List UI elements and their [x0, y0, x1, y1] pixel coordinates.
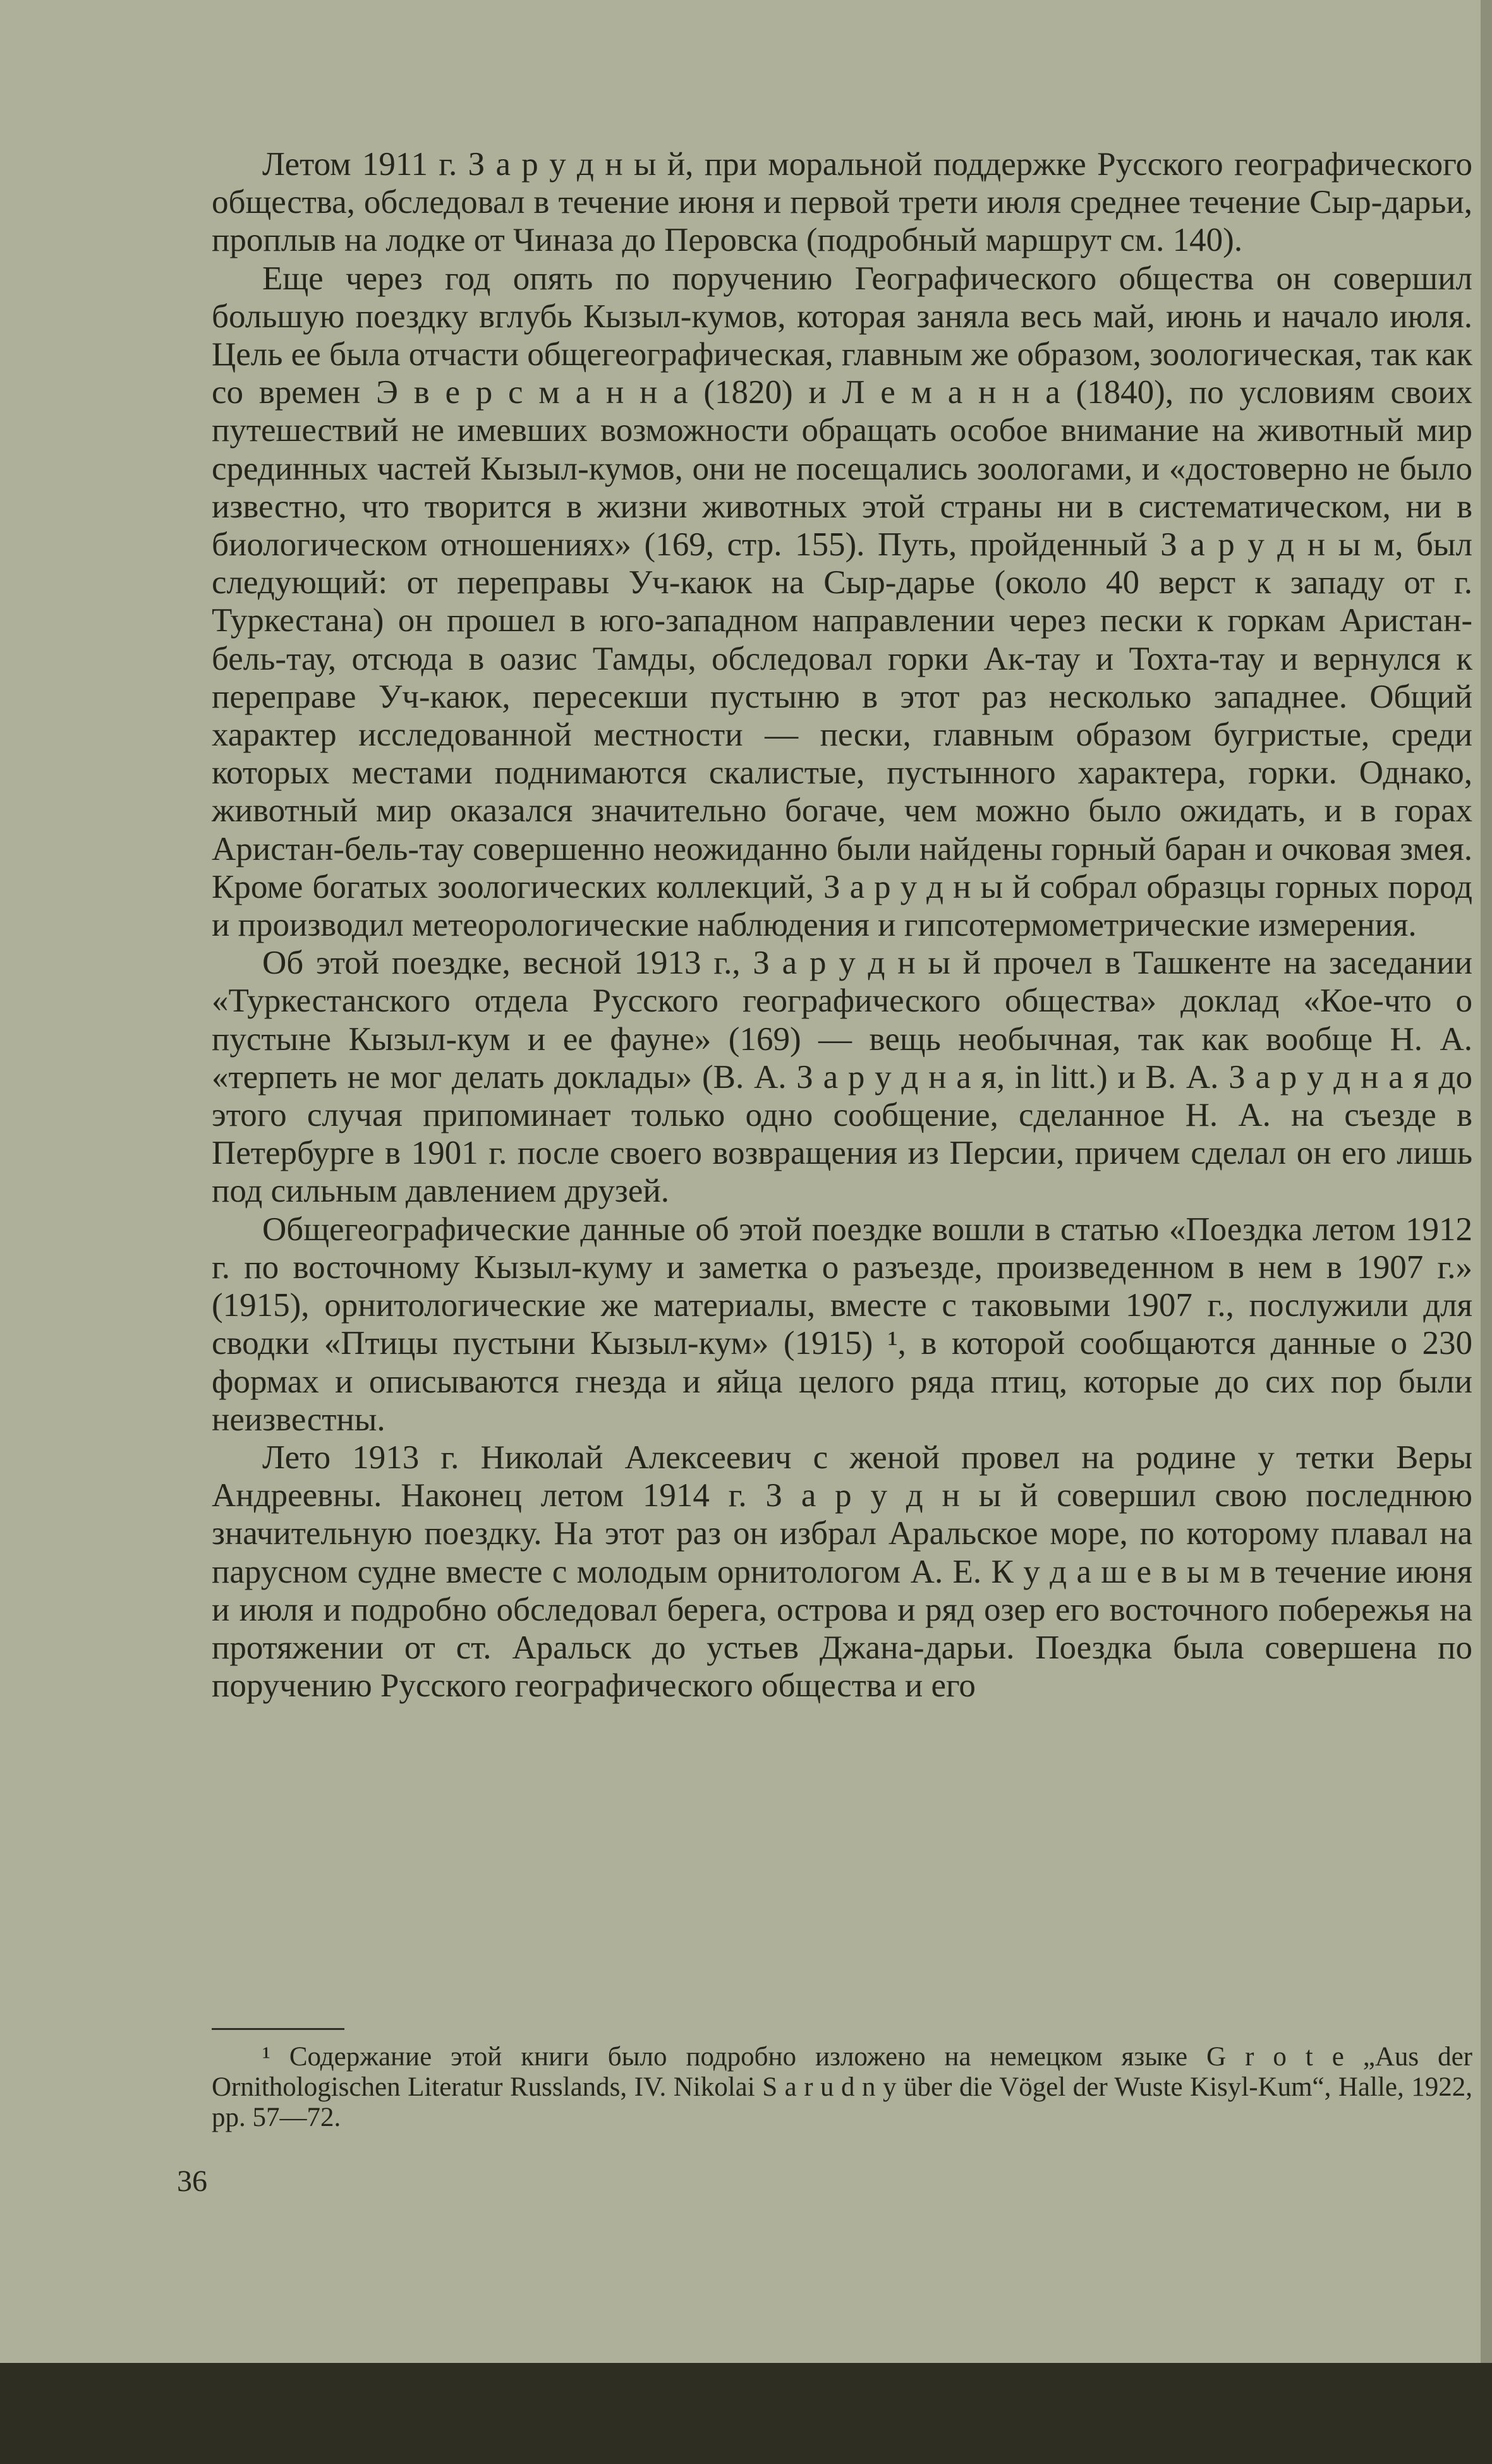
- footnote-divider: [212, 2028, 344, 2030]
- footnote: ¹ Содержание этой книги было подробно изложено на немецком языке G r o t e „Aus der Ornithologischen Literatur Russlands, IV. Nikolai S a r u d n y über die Vögel der Wuste Kisyl-Kum“, Halle, 1922, pp. 57—72.: [212, 2042, 1472, 2132]
- paragraph: Об этой поездке, весной 1913 г., З а р у д н ы й прочел в Ташкенте на заседании «Туркестанского отдела Русского географического общества» доклад «Кое-что о пустыне Кызыл-кум и ее фауне» (169) — вещь необычная, так как вообще Н. А. «терпеть не мог делать доклады» (В. А. З а р у д н а я, in litt.) и В. А. З а р у д н а я до этого случая припоминает только одно сообщение, сделанное Н. А. на съезде в Петербурге в 1901 г. после своего возвращения из Персии, причем сделал он его лишь под сильным давлением друзей.: [212, 945, 1472, 1210]
- main-text: [212, 145, 1472, 1705]
- paragraph: Летом 1911 г. З а р у д н ы й, при моральной поддержке Русского географического общества, обследовал в течение июня и первой трети июля среднее течение Сыр-дарьи, проплыв на лодке от Чиназа до Перовска (подробный маршрут см. 140).: [212, 146, 1472, 259]
- page-number: 36: [177, 2165, 207, 2198]
- paragraph: Еще через год опять по поручению Географического общества он совершил большую поездку вглубь Кызыл-кумов, которая заняла весь май, июнь и начало июля. Цель ее была отчасти общегеографическая, главным же образом, зоологическая, так как со времен Э в е р с м а н н а (1820) и Л е м а н н а (1840), по условиям своих путешествий не имевших возможности обращать особое внимание на животный мир срединных частей Кызыл-кумов, они не посещались зоологами, и «достоверно не было известно, что творится в жизни животных этой страны ни в систематическом, ни в биологическом отношениях» (169, стр. 155). Путь, пройденный З а р у д н ы м, был следующий: от переправы Уч-каюк на Сыр-дарье (около 40 верст к западу от г. Туркестана) он прошел в юго-западном направлении через пески к горкам Аристан-бель-тау, отсюда в оазис Тамды, обследовал горки Ак-тау и Тохта-тау и вернулся к переправе Уч-каюк, пересекши пустыню в этот раз несколько западнее. Общий характер исследованной местности — пески, главным образом бугристые, среди которых местами поднимаются скалистые, пустынного характера, горки. Однако, животный мир оказался значительно богаче, чем можно было ожидать, и в горах Аристан-бель-тау совершенно неожиданно были найдены горный баран и очковая змея. Кроме богатых зоологических коллекций, З а р у д н ы й собрал образцы горных пород и производил метеорологические наблюдения и гипсотермометрические измерения.: [212, 260, 1472, 944]
- paragraph: Общегеографические данные об этой поездке вошли в статью «Поездка летом 1912 г. по восточному Кызыл-куму и заметка о разъезде, произведенном в нем в 1907 г.» (1915), орнитологические же материалы, вместе с таковыми 1907 г., послужили для сводки «Птицы пустыни Кызыл-кум» (1915) ¹, в которой сообщаются данные о 230 формах и описываются гнезда и яйца целого ряда птиц, которые до сих пор были неизвестны.: [212, 1211, 1472, 1438]
- page-edge: [1481, 0, 1492, 2376]
- paragraph: Лето 1913 г. Николай Алексеевич с женой провел на родине у тетки Веры Андреевны. Наконец летом 1914 г. З а р у д н ы й совершил свою последнюю значительную поездку. На этот раз он избрал Аральское море, по которому плавал на парусном судне вместе с молодым орнитологом А. Е. К у д а ш е в ы м в течение июня и июля и подробно обследовал берега, острова и ряд озер его восточного побережья на протяжении от ст. Аральск до устьев Джана-дарьи. Поездка была совершена по поручению Русского географического общества и его: [212, 1439, 1472, 1705]
- scan-background: [0, 2363, 1492, 2464]
